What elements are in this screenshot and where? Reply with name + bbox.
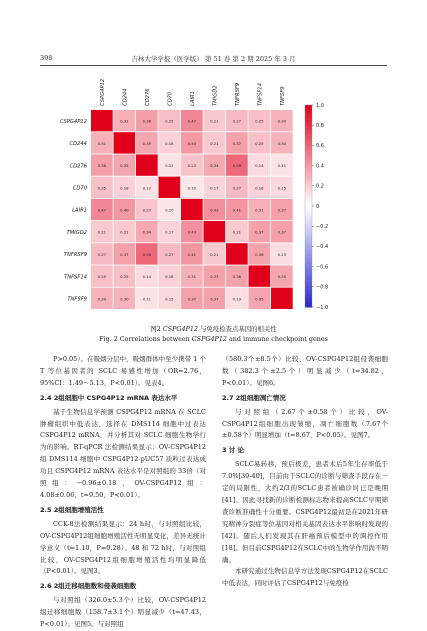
cell-value-label: 0.25 bbox=[255, 140, 264, 146]
cell-value-label: 0.21 bbox=[232, 229, 242, 235]
cell-value-label: 0.40 bbox=[187, 140, 197, 146]
caption-en-suffix: and immune checkpoint genes bbox=[226, 335, 328, 343]
cell-value-label: 0.25 bbox=[165, 118, 174, 124]
body-paragraph: 本研究通过生物信息学方法发现CSPG4P12在SCLC中低表达，同时评估了CSPG4P12与免疫检 bbox=[222, 567, 388, 588]
page-number: 398 bbox=[40, 54, 53, 62]
cell-value-label: 0.34 bbox=[210, 163, 219, 169]
cell-value-label: 0.41 bbox=[232, 207, 242, 213]
cell-value-label: 0.47 bbox=[97, 207, 107, 213]
colorbar-tick-label: 0.2 bbox=[316, 183, 324, 190]
cell-value-label: 0.43 bbox=[187, 229, 197, 235]
cell-value-label: 0.37 bbox=[277, 229, 287, 235]
cell-value-label: 0.59 bbox=[142, 251, 152, 257]
cell-value-label: 0.27 bbox=[232, 185, 242, 191]
cell-value-label: 0.59 bbox=[232, 163, 242, 169]
cell-value-label: 0.35 bbox=[120, 163, 129, 169]
caption-en-gene: CSPG4P12 bbox=[191, 335, 227, 343]
colorbar-tick-label: 0.6 bbox=[316, 143, 324, 150]
cell-value-label: 0.10 bbox=[187, 185, 197, 191]
caption-en-prefix: Fig. 2 Correlations between bbox=[99, 335, 192, 343]
cell-value-label: 0.21 bbox=[97, 229, 107, 235]
heatmap-cell bbox=[136, 154, 158, 175]
column-gene-label: TNFSF9 bbox=[279, 86, 286, 106]
left-text-column bbox=[40, 354, 206, 631]
cell-value-label: 0.27 bbox=[97, 251, 107, 257]
cell-value-label: 0.18 bbox=[255, 185, 264, 191]
row-gene-label: TNFSF14 bbox=[64, 274, 87, 281]
section-heading: 2.4 2组细胞中 CSPG4P12 mRNA 表达水平 bbox=[40, 393, 178, 402]
colorbar-tick-label: 0 bbox=[316, 203, 320, 210]
body-paragraph: 与对照组（326.0±5.3个）比较，OV-CSPG4P12组迁移细胞数（158.7±3.1个）明显减少（t=47.43，P<0.01）。见图5。与对照组 bbox=[40, 596, 206, 629]
cell-value-label: 0.31 bbox=[120, 118, 129, 124]
body-paragraph: （580.3个±8.5个）比较，OV-CSPG4P12组侵袭细胞数（382.3个±2.5个）明显减少（t=34.82，P<0.01）。见图6。 bbox=[222, 355, 388, 387]
heatmap-cell bbox=[181, 199, 203, 220]
column-gene-label: LAIR1 bbox=[189, 91, 196, 106]
cell-value-label: 0.18 bbox=[120, 185, 129, 191]
heatmap-cell bbox=[226, 243, 248, 264]
cell-value-label: 0.17 bbox=[165, 229, 174, 235]
colorbar-tick-label: 0.8 bbox=[316, 123, 324, 129]
cell-value-label: 0.27 bbox=[165, 251, 174, 257]
cell-value-label: 0.36 bbox=[255, 251, 264, 257]
cell-value-label: 0.25 bbox=[97, 274, 107, 280]
figure-caption-cn bbox=[0, 324, 427, 333]
body-paragraph: 与对照组（2.67个±0.58个）比较，OV-CSPG4P12组细胞出现皱缩，凋亡细胞数（7.67个±0.58个）明显增加（t=8.67，P<0.05）。见图7。 bbox=[222, 407, 388, 440]
colorbar-tick-label: −0.4 bbox=[316, 244, 329, 251]
body-paragraph: CCK-8法检测结果显示：24 h时，与对照组比较，OV-CSPG4P12组细胞增殖活性无明显变化，差异无统计学意义（t=1.10，P=0.28）。48 和 72 h时，与对照组比较，OV-CSPG4P12组细胞增殖活性均明显降低（P<0.01）。见图3。 bbox=[40, 519, 206, 576]
cell-value-label: 0.41 bbox=[187, 251, 197, 257]
row-gene-label: TMIGD2 bbox=[66, 229, 87, 236]
column-gene-label: CD70 bbox=[167, 91, 174, 106]
cell-value-label: 0.37 bbox=[255, 229, 264, 235]
cell-value-label: 0.15 bbox=[165, 296, 174, 302]
heatmap-cell bbox=[159, 177, 181, 198]
row-gene-label: CD70 bbox=[72, 185, 87, 192]
section-heading: 2.5 2组细胞增殖活性 bbox=[40, 505, 104, 514]
caption-cn-gene: CSPG4P12 bbox=[162, 325, 198, 333]
body-paragraph: SCLC易转移，预后极差，患者术后5年生存率低于7.0%[39-40]，目前由于SCLC的诊断与筛查手段存在一定的局限性，大约2/3的SCLC患者被确诊时已是晚期[41]。因此寻找新的诊断检测标志物来提高SCLC早期筛查诊断准确性十分重要。CSPG4P12最初是在2021年研究精神分裂症等位基因对相关基因表达水平影响时发现的[42]。随后人们发现其在肝癌预后模型中的调控作用[18]。但目前CSPG4P12在SCLC中的生物学作用尚不明确。 bbox=[222, 460, 388, 564]
column-gene-label: CD276 bbox=[144, 88, 151, 106]
cell-value-label: 0.14 bbox=[142, 274, 152, 280]
cell-value-label: 0.35 bbox=[277, 274, 287, 280]
colorbar-tick-label: −0.6 bbox=[316, 264, 329, 271]
cell-value-label: 0.13 bbox=[277, 251, 287, 257]
cell-value-label: 0.37 bbox=[187, 296, 197, 302]
colorbar-tick-label: −1.0 bbox=[316, 304, 329, 311]
cell-value-label: 0.21 bbox=[210, 118, 219, 124]
cell-value-label: 0.34 bbox=[142, 229, 152, 235]
cell-value-label: 0.37 bbox=[277, 207, 287, 213]
cell-value-label: 0.13 bbox=[232, 296, 242, 302]
cell-value-label: 0.35 bbox=[255, 296, 264, 302]
cell-value-label: 0.21 bbox=[120, 229, 129, 235]
cell-value-label: 0.10 bbox=[165, 207, 174, 213]
section-heading: 2.7 2组细胞凋亡情况 bbox=[222, 393, 286, 402]
column-gene-label: TNFSF14 bbox=[257, 83, 264, 106]
cell-value-label: 0.25 bbox=[255, 118, 264, 124]
cell-value-label: 0.30 bbox=[97, 296, 107, 302]
section-heading: 3 讨 论 bbox=[222, 446, 245, 455]
heatmap-cell bbox=[271, 288, 293, 309]
heatmap-cell bbox=[204, 221, 226, 242]
column-gene-label: CD244 bbox=[122, 88, 129, 106]
cell-value-label: 0.40 bbox=[120, 207, 129, 213]
caption-cn-prefix: 图2 bbox=[150, 325, 163, 333]
cell-value-label: 0.30 bbox=[277, 140, 287, 146]
cell-value-label: 0.27 bbox=[232, 118, 242, 124]
cell-value-label: 0.11 bbox=[277, 163, 287, 169]
figure-caption-en bbox=[0, 335, 427, 343]
cell-value-label: 0.37 bbox=[120, 251, 129, 257]
cell-value-label: 0.37 bbox=[232, 140, 242, 146]
cell-value-label: 0.36 bbox=[232, 274, 242, 280]
column-gene-label: TMIGD2 bbox=[212, 85, 219, 106]
row-gene-label: LAIR1 bbox=[72, 207, 87, 214]
cell-value-label: 0.25 bbox=[97, 185, 107, 191]
cell-value-label: 0.31 bbox=[255, 207, 264, 213]
right-text-column bbox=[222, 354, 388, 590]
heatmap-cell bbox=[91, 110, 113, 131]
cell-value-label: 0.31 bbox=[97, 140, 107, 146]
colorbar-tick-label: −0.2 bbox=[316, 224, 329, 230]
cell-value-label: 0.11 bbox=[142, 296, 152, 302]
journal-line: 吉林大学学报（医学版） 第 51 卷 第 2 期 2025 年 3 月 bbox=[131, 55, 296, 63]
body-paragraph: P>0.05）。在吸烟分层中，吸烟群体中至少携带 1 个 T 等位基因者的 SCLC 易感性增加（OR=2.76，95%CI：1.49～5.13，P<0.01）。见表4。 bbox=[40, 355, 206, 387]
cell-value-label: 0.23 bbox=[187, 163, 197, 169]
cell-value-label: 0.38 bbox=[142, 118, 152, 124]
cell-value-label: 0.18 bbox=[165, 274, 174, 280]
cell-value-label: 0.35 bbox=[142, 140, 152, 146]
cell-value-label: 0.47 bbox=[187, 118, 197, 124]
cell-value-label: 0.14 bbox=[255, 163, 264, 169]
cell-value-label: 0.43 bbox=[210, 207, 219, 213]
row-gene-label: CD276 bbox=[69, 163, 87, 170]
row-gene-label: CSPG4P12 bbox=[59, 118, 87, 125]
heatmap-cell bbox=[114, 132, 136, 153]
cell-value-label: 0.30 bbox=[277, 118, 287, 124]
row-gene-label: TNFRSF9 bbox=[63, 252, 87, 259]
cell-value-label: 0.37 bbox=[210, 274, 219, 280]
cell-value-label: 0.15 bbox=[277, 185, 287, 191]
row-gene-label: TNFSF9 bbox=[67, 296, 87, 303]
colorbar-tick-label: −0.8 bbox=[316, 284, 329, 291]
cell-value-label: 0.21 bbox=[210, 140, 219, 146]
colorbar-segment bbox=[305, 305, 312, 308]
cell-value-label: 0.17 bbox=[210, 185, 219, 191]
body-paragraph: 基于生物信息学预测 CSPG4P12 mRNA 在 SCLC 肿瘤组织中低表达，选择在 DMS114 细胞中过表达 CSPG4P12 mRNA，并分析其对 SCLC 细胞生物学行为的影响。RT-qPCR 法检测结果显示：OV-CSPG4P12 组 DMS114 细胞中 CSPG4P12-pUC57 质粒过表达成功且 CSPG4P12 mRNA 表达水平是对照组的 33倍（对照组：−0.96±0.18，OV-CSPG4P12组：4.08±0.06，t=9.50，P<0.01）。 bbox=[40, 407, 206, 499]
cell-value-label: 0.25 bbox=[120, 274, 129, 280]
cell-value-label: 0.12 bbox=[165, 163, 174, 169]
cell-value-label: 0.37 bbox=[210, 296, 219, 302]
cell-value-label: 0.38 bbox=[97, 163, 107, 169]
cell-value-label: 0.23 bbox=[142, 207, 152, 213]
caption-cn-suffix: 与免疫检查点基因的相关性 bbox=[197, 325, 277, 333]
row-gene-label: CD244 bbox=[69, 141, 87, 148]
colorbar-tick-label: 1.0 bbox=[316, 102, 324, 109]
cell-value-label: 0.21 bbox=[210, 251, 219, 257]
column-gene-label: CSPG4P12 bbox=[99, 78, 106, 106]
colorbar-tick-label: 0.4 bbox=[316, 163, 324, 170]
cell-value-label: 0.31 bbox=[187, 274, 197, 280]
correlation-heatmap bbox=[40, 72, 390, 320]
cell-value-label: 0.18 bbox=[165, 140, 174, 146]
cell-value-label: 0.30 bbox=[120, 296, 129, 302]
header-rule bbox=[40, 65, 387, 66]
cell-value-label: 0.12 bbox=[142, 185, 152, 191]
section-heading: 2.6 2组迁移细胞数和侵袭细胞数 bbox=[40, 582, 137, 591]
heatmap-cell bbox=[249, 265, 271, 286]
column-gene-label: TNFRSF9 bbox=[234, 82, 241, 106]
